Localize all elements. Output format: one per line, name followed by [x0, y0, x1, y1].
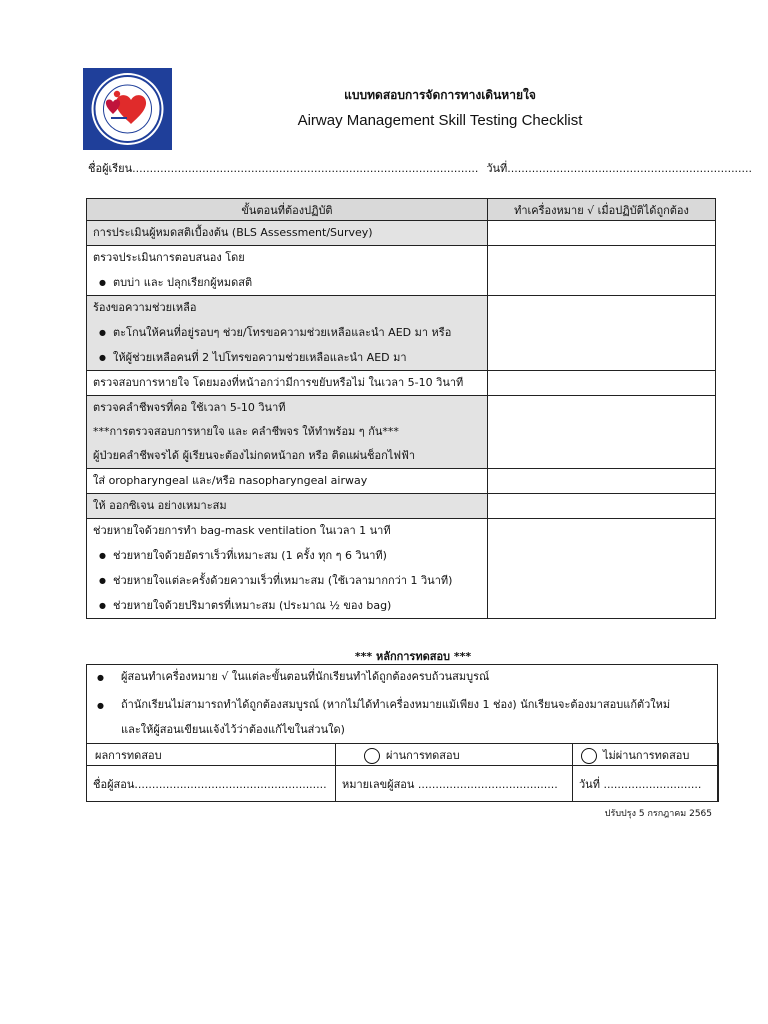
radio-circle-icon[interactable] [364, 748, 380, 764]
step-bullet: ● ช่วยหายใจด้วยอัตราเร็วที่เหมาะสม (1 ครั้ง ทุก ๆ 6 วินาที) [93, 543, 481, 568]
step-cell [87, 469, 488, 494]
step-text: ผู้ป่วยคลำชีพจรได้ ผู้เรียนจะต้องไม่กดหน้าอก หรือ ติดแผ่นช็อกไฟฟ้า [93, 449, 416, 462]
checklist-row [87, 221, 716, 246]
step-bullet: ● ตะโกนให้คนที่อยู่รอบๆ ช่วย/โทรขอความช่วยเหลือและนำ AED มา หรือ [93, 320, 481, 345]
step-cell [87, 396, 488, 469]
rule-2 [97, 693, 670, 742]
fail-label: ไม่ผ่านการทดสอบ [603, 748, 690, 762]
step-cell [87, 494, 488, 519]
pass-label: ผ่านการทดสอบ [386, 748, 460, 762]
checklist-row [87, 519, 716, 619]
check-mark-cell[interactable] [488, 494, 716, 519]
step-text: ให้ ออกซิเจน อย่างเหมาะสม [93, 499, 227, 512]
rule-1-text: ผู้สอนทำเครื่องหมาย √ ในแต่ละขั้นตอนที่นักเรียนทำได้ถูกต้องครบถ้วนสมบูรณ์ [121, 670, 490, 683]
step-text: ตรวจประเมินการตอบสนอง โดย [93, 251, 245, 264]
fail-option[interactable] [573, 744, 719, 766]
rule-1 [97, 665, 489, 690]
step-bullet: ● ให้ผู้ช่วยเหลือคนที่ 2 ไปโทรขอความช่วยเหลือและนำ AED มา [93, 345, 481, 370]
step-text: ตรวจสอบการหายใจ โดยมองที่หน้าอกว่ามีการขยับหรือไม่ ในเวลา 5-10 วินาที [93, 376, 464, 389]
instructor-number-field[interactable]: หมายเลขผู้สอน ........................................ [336, 766, 573, 802]
check-mark-cell[interactable] [488, 396, 716, 469]
pass-option[interactable] [336, 744, 573, 766]
instructor-name-field[interactable]: ชื่อผู้สอน....................................................... [87, 766, 336, 802]
mark-column-header: ทำเครื่องหมาย √ เมื่อปฏิบัติได้ถูกต้อง [488, 199, 716, 221]
check-mark-cell[interactable] [488, 519, 716, 619]
checklist-row [87, 494, 716, 519]
rule-2-continued: และให้ผู้สอนเขียนแจ้งไว้ว่าต้องแก้ไขในส่วนใด) [121, 723, 345, 736]
check-mark-cell[interactable] [488, 221, 716, 246]
organization-logo [83, 68, 172, 150]
steps-column-header: ขั้นตอนที่ต้องปฏิบัติ [87, 199, 488, 221]
step-text: ตรวจคลำชีพจรที่คอ ใช้เวลา 5-10 วินาที [93, 401, 286, 414]
student-name-label: ชื่อผู้เรียน [88, 162, 133, 175]
step-cell [87, 296, 488, 371]
checklist-row [87, 296, 716, 371]
step-text: ***การตรวจสอบการหายใจ และ คลำชีพจร ให้ทำพร้อม ๆ กัน*** [93, 425, 399, 438]
step-cell [87, 221, 488, 246]
revision-note: ปรับปรุง 5 กรกฎาคม 2565 [604, 809, 712, 819]
checklist-row [87, 469, 716, 494]
date-field[interactable]: ...................................................................... [507, 162, 753, 175]
checklist-row [87, 371, 716, 396]
title-thai: แบบทดสอบการจัดการทางเดินหายใจ [344, 88, 536, 102]
exam-date-field[interactable]: วันที่ ............................ [573, 766, 719, 802]
bullet-icon: ● [97, 701, 104, 710]
student-info-line [88, 159, 753, 177]
step-bullet: ● ตบบ่า และ ปลุกเรียกผู้หมดสติ [93, 270, 481, 295]
step-text: การประเมินผู้หมดสติเบื้องต้น (BLS Assessment/Survey) [93, 226, 373, 239]
skill-checklist-table [86, 198, 716, 619]
checklist-row [87, 246, 716, 296]
check-mark-cell[interactable] [488, 469, 716, 494]
step-text: ใส่ oropharyngeal และ/หรือ nasopharyngeal airway [93, 474, 368, 487]
check-mark-cell[interactable] [488, 296, 716, 371]
rule-2-text: ถ้านักเรียนไม่สามารถทำได้ถูกต้องสมบูรณ์ (หากไม่ได้ทำเครื่องหมายแม้เพียง 1 ช่อง) นักเรียนจะต้องมาสอบแก้ตัวใหม่ [121, 698, 671, 711]
check-mark-cell[interactable] [488, 246, 716, 296]
rules-box [86, 664, 718, 802]
step-text: ช่วยหายใจด้วยการทำ bag-mask ventilation ในเวลา 1 นาที [93, 524, 391, 537]
radio-circle-icon[interactable] [581, 748, 597, 764]
checklist-row [87, 396, 716, 469]
step-bullet: ● ช่วยหายใจด้วยปริมาตรที่เหมาะสม (ประมาณ ½ ของ bag) [93, 593, 481, 618]
bullet-icon: ● [97, 673, 104, 682]
checklist-body [87, 221, 716, 619]
step-bullet: ● ช่วยหายใจแต่ละครั้งด้วยความเร็วที่เหมาะสม (ใช้เวลามากกว่า 1 วินาที) [93, 568, 481, 593]
step-cell [87, 246, 488, 296]
step-cell [87, 371, 488, 396]
step-cell [87, 519, 488, 619]
student-name-field[interactable]: ................................................................................................... [132, 162, 479, 175]
result-label: ผลการทดสอบ [87, 744, 336, 766]
title-english: Airway Management Skill Testing Checklist [297, 112, 583, 129]
check-mark-cell[interactable] [488, 371, 716, 396]
date-label: วันที่ [486, 162, 508, 175]
result-table [86, 743, 719, 802]
rules-title: *** หลักการทดสอบ *** [354, 650, 472, 663]
step-text: ร้องขอความช่วยเหลือ [93, 301, 197, 314]
